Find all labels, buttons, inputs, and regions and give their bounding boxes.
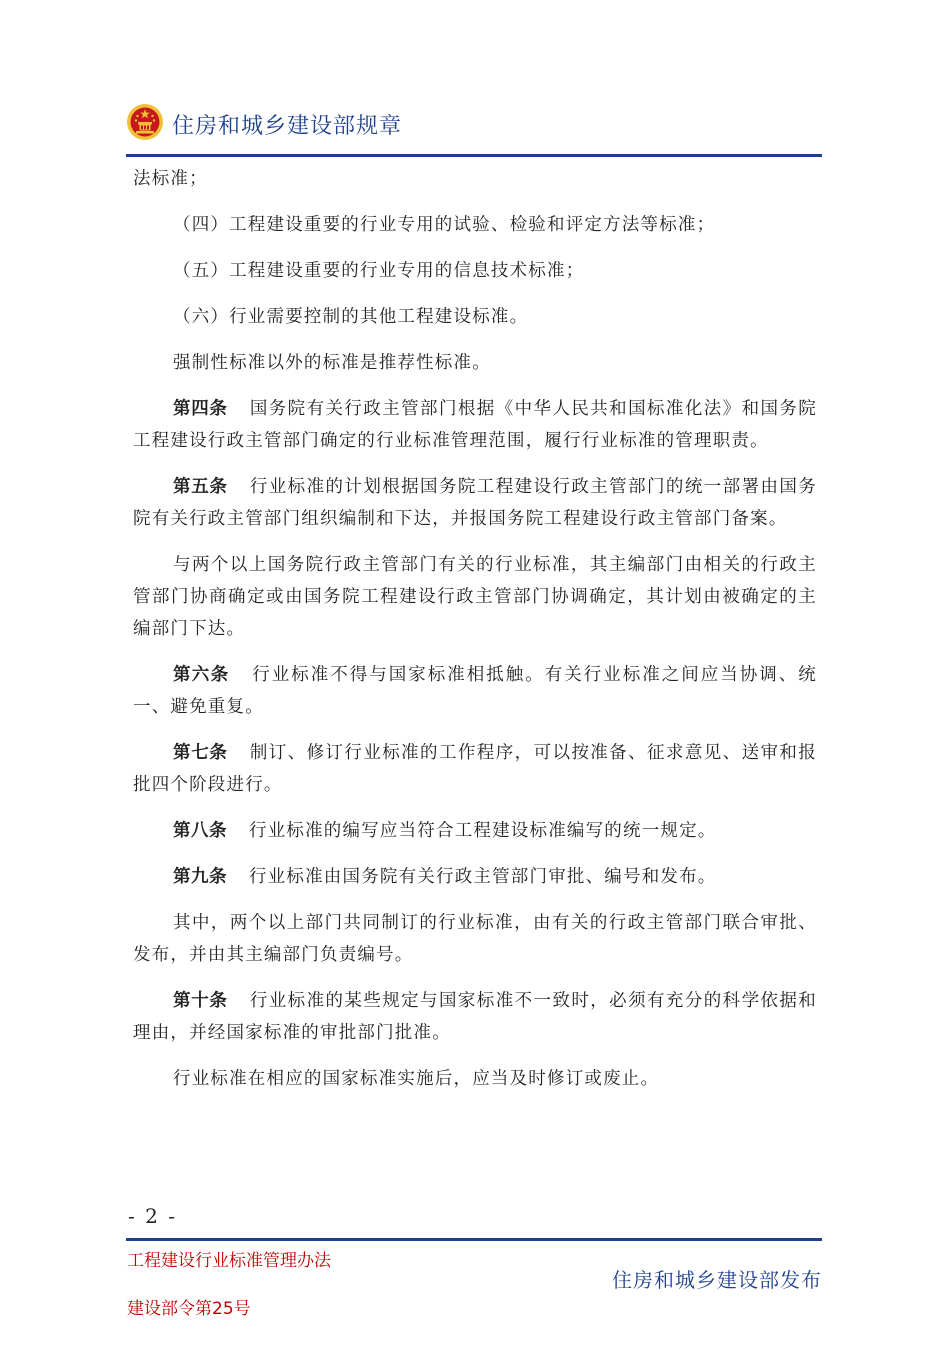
footer-doc-number: 建设部令第25号 [127, 1299, 251, 1319]
article-label: 第十条 [173, 991, 228, 1011]
article-text: 国务院有关行政主管部门根据《中华人民共和国标准化法》和国务院工程建设行政主管部门确定的行业标准管理范围，履行行业标准的管理职责。 [133, 399, 818, 451]
paragraph: （四）工程建设重要的行业专用的试验、检验和评定方法等标准； [173, 215, 716, 235]
header-title: 住房和城乡建设部规章 [172, 114, 403, 139]
article-6 [133, 659, 817, 723]
article-text: 行业标准不得与国家标准相抵触。有关行业标准之间应当协调、统一、避免重复。 [133, 665, 817, 717]
article-5 [133, 471, 817, 535]
article-label: 第九条 [173, 867, 227, 887]
article-text: 行业标准的计划根据国务院工程建设行政主管部门的统一部署由国务院有关行政主管部门组织编制和下达，并报国务院工程建设行政主管部门备案。 [133, 477, 818, 529]
paragraph: 与两个以上国务院行政主管部门有关的行业标准，其主编部门由相关的行政主管部门协商确定或由国务院工程建设行政主管部门协调确定，其计划由被确定的主编部门下达。 [133, 555, 817, 639]
header-divider [126, 154, 822, 157]
national-emblem-icon [126, 103, 164, 141]
footer-publisher: 住房和城乡建设部发布 [612, 1268, 822, 1292]
paragraph: 其中，两个以上部门共同制订的行业标准，由有关的行政主管部门联合审批、发布，并由其主编部门负责编号。 [133, 913, 817, 965]
article-8 [133, 815, 817, 847]
paragraph: （五）工程建设重要的行业专用的信息技术标准； [173, 261, 585, 281]
article-label: 第四条 [173, 399, 228, 419]
article-7 [133, 737, 817, 801]
footer-divider [126, 1238, 822, 1241]
page-number: - 2 - [128, 1204, 177, 1228]
article-label: 第五条 [173, 477, 228, 497]
article-label: 第六条 [173, 665, 230, 685]
page-header [126, 103, 822, 157]
article-text: 行业标准的某些规定与国家标准不一致时，必须有充分的科学依据和理由，并经国家标准的审批部门批准。 [133, 991, 818, 1043]
article-text: 行业标准的编写应当符合工程建设标准编写的统一规定。 [249, 821, 717, 841]
article-text: 行业标准由国务院有关行政主管部门审批、编号和发布。 [249, 867, 717, 887]
article-9 [133, 861, 817, 893]
paragraph: 法标准； [133, 169, 208, 189]
article-text: 制订、修订行业标准的工作程序，可以按准备、征求意见、送审和报批四个阶段进行。 [133, 743, 818, 795]
article-label: 第八条 [173, 821, 227, 841]
paragraph: （六）行业需要控制的其他工程建设标准。 [173, 307, 529, 327]
paragraph: 行业标准在相应的国家标准实施后，应当及时修订或废止。 [173, 1069, 660, 1089]
document-body [133, 163, 817, 1109]
article-4 [133, 393, 817, 457]
footer-doc-title: 工程建设行业标准管理办法 [127, 1251, 331, 1271]
article-label: 第七条 [173, 743, 228, 763]
article-10 [133, 985, 817, 1049]
paragraph: 强制性标准以外的标准是推荐性标准。 [173, 353, 491, 373]
